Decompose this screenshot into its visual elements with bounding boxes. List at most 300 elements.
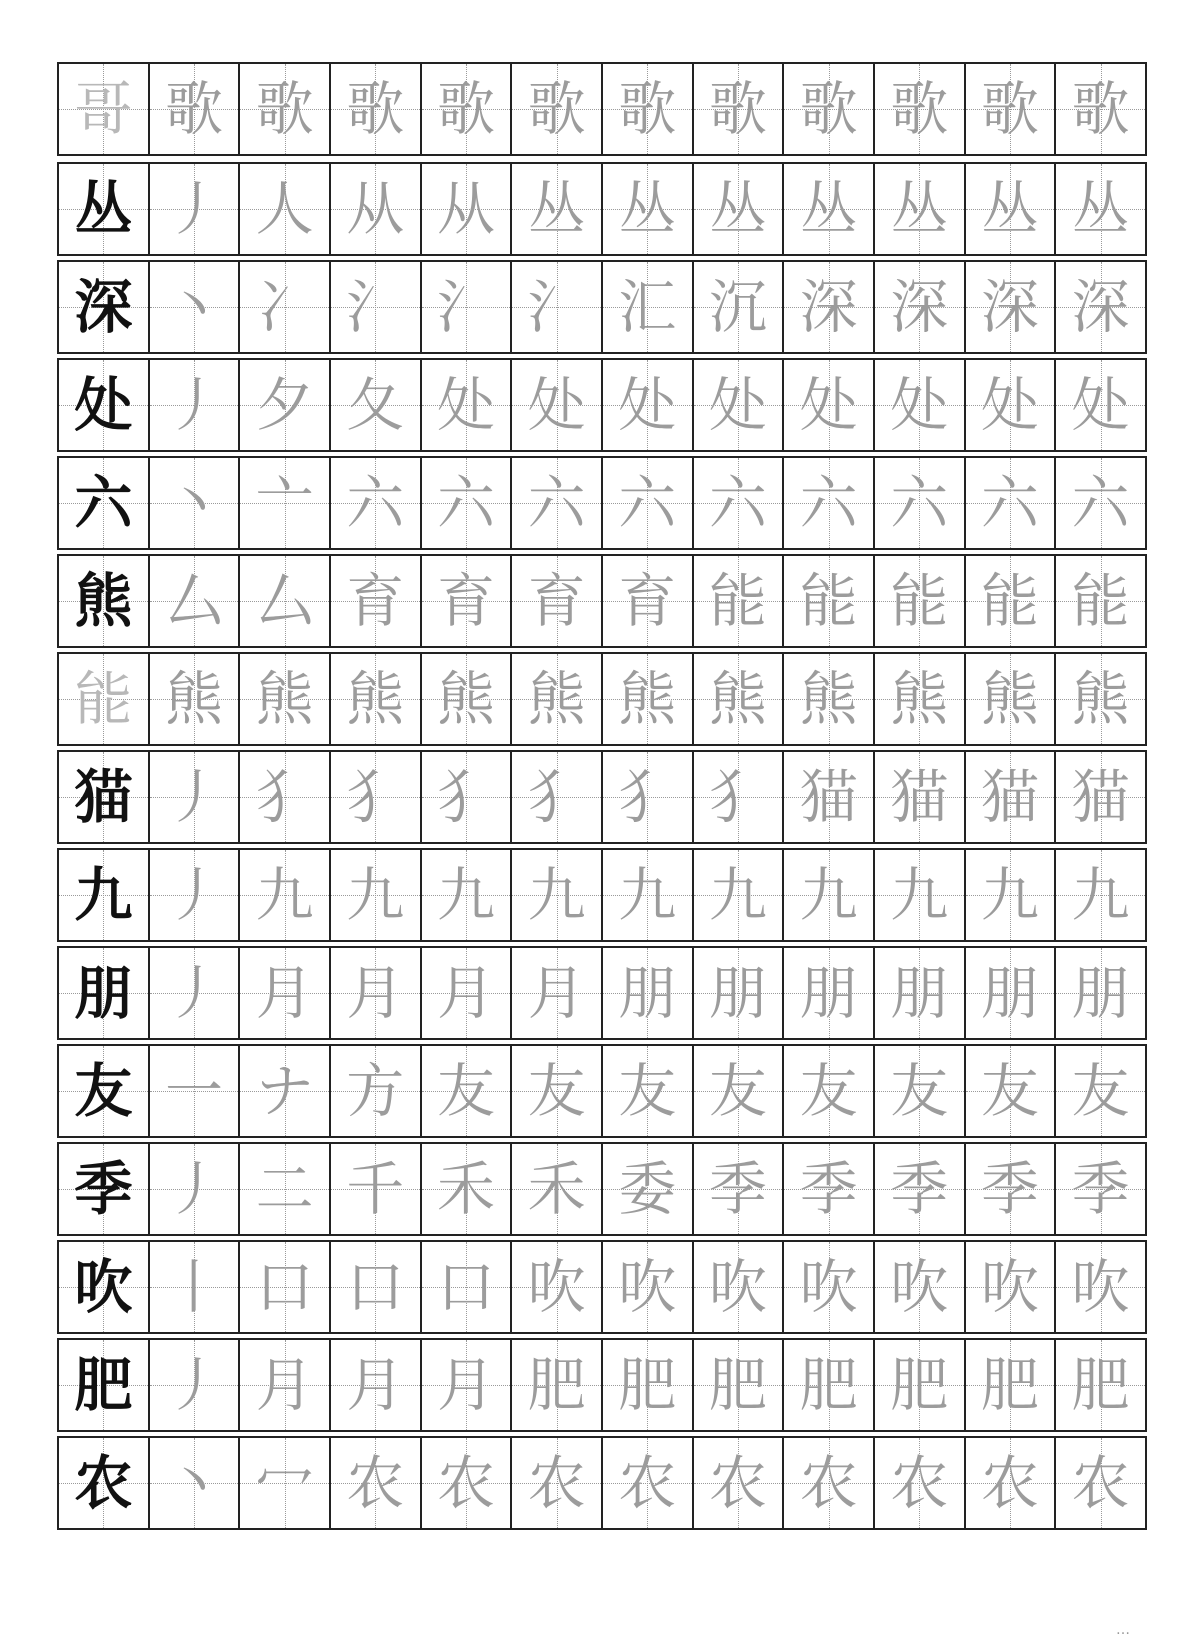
trace-character: 处 (527, 371, 586, 439)
trace-character: 丶 (164, 1449, 223, 1517)
practice-row (57, 946, 1147, 1040)
trace-cell (59, 64, 150, 154)
trace-cell (240, 64, 331, 154)
trace-cell (240, 1340, 331, 1430)
trace-cell (150, 1340, 241, 1430)
trace-character: 六 (527, 469, 586, 537)
trace-cell (784, 556, 875, 646)
trace-character: 氵 (346, 273, 405, 341)
trace-character: 丛 (708, 175, 767, 243)
trace-cell (603, 752, 694, 842)
trace-cell (966, 1242, 1057, 1332)
trace-character: 丶 (164, 469, 223, 537)
trace-character: 熊 (618, 665, 677, 733)
trace-character: 熊 (890, 665, 949, 733)
trace-character: 歌 (164, 75, 223, 143)
trace-cell (422, 1046, 513, 1136)
trace-cell (694, 164, 785, 254)
trace-character: 六 (799, 469, 858, 537)
trace-cell (512, 1438, 603, 1528)
model-cell (59, 164, 150, 254)
trace-cell (875, 458, 966, 548)
trace-character: 歌 (255, 75, 314, 143)
trace-character: 二 (255, 1155, 314, 1223)
model-cell (59, 262, 150, 352)
trace-cell (331, 458, 422, 548)
trace-character: 丶 (164, 273, 223, 341)
trace-cell (875, 262, 966, 352)
trace-character: 朋 (799, 959, 858, 1027)
trace-character: 农 (346, 1449, 405, 1517)
trace-cell (784, 1144, 875, 1234)
trace-cell (240, 360, 331, 450)
trace-character: 朋 (618, 959, 677, 1027)
trace-cell (240, 654, 331, 744)
trace-cell (512, 458, 603, 548)
trace-character: 九 (799, 861, 858, 929)
trace-cell (784, 752, 875, 842)
trace-cell (694, 1438, 785, 1528)
trace-cell (694, 64, 785, 154)
trace-character: 氵 (436, 273, 495, 341)
trace-character: 季 (708, 1155, 767, 1223)
trace-character: 吹 (527, 1253, 586, 1321)
trace-character: 处 (890, 371, 949, 439)
trace-character: 丿 (164, 959, 223, 1027)
trace-character: 人 (255, 175, 314, 243)
trace-character: 亠 (255, 469, 314, 537)
trace-cell (966, 164, 1057, 254)
trace-cell (150, 1046, 241, 1136)
trace-character: 六 (436, 469, 495, 537)
trace-character: 季 (980, 1155, 1039, 1223)
trace-character: 能 (74, 665, 133, 733)
trace-character: 能 (799, 567, 858, 635)
trace-cell (784, 64, 875, 154)
trace-cell (603, 360, 694, 450)
trace-character: 歌 (618, 75, 677, 143)
trace-character: 育 (346, 567, 405, 635)
trace-character: 季 (1071, 1155, 1130, 1223)
trace-character: 熊 (164, 665, 223, 733)
trace-character: 处 (980, 371, 1039, 439)
trace-cell (422, 654, 513, 744)
model-character: 熊 (74, 567, 133, 635)
trace-character: 朋 (708, 959, 767, 1027)
trace-cell (331, 850, 422, 940)
model-cell (59, 458, 150, 548)
trace-cell (331, 1144, 422, 1234)
model-cell (59, 1438, 150, 1528)
trace-cell (150, 654, 241, 744)
trace-cell (1056, 64, 1147, 154)
trace-cell (875, 1144, 966, 1234)
trace-cell (603, 458, 694, 548)
trace-cell (603, 1438, 694, 1528)
trace-cell (875, 164, 966, 254)
practice-row (57, 554, 1147, 648)
trace-character: 丿 (164, 861, 223, 929)
trace-character: 处 (708, 371, 767, 439)
trace-character: 犭 (346, 763, 405, 831)
trace-character: 丛 (980, 175, 1039, 243)
trace-character: 季 (799, 1155, 858, 1223)
trace-character: 深 (799, 273, 858, 341)
trace-character: 方 (346, 1057, 405, 1125)
trace-cell (1056, 458, 1147, 548)
trace-character: 丿 (164, 175, 223, 243)
trace-character: 朋 (1071, 959, 1130, 1027)
trace-cell (240, 458, 331, 548)
model-cell (59, 752, 150, 842)
trace-cell (512, 1046, 603, 1136)
practice-row (57, 750, 1147, 844)
trace-cell (331, 752, 422, 842)
trace-cell (512, 948, 603, 1038)
trace-cell (150, 458, 241, 548)
trace-character: 六 (618, 469, 677, 537)
trace-character: 熊 (708, 665, 767, 733)
trace-character: 汇 (618, 273, 677, 341)
practice-row (57, 1338, 1147, 1432)
trace-character: 熊 (799, 665, 858, 733)
trace-cell (603, 262, 694, 352)
trace-character: ナ (255, 1057, 314, 1125)
trace-cell (512, 850, 603, 940)
trace-character: 歌 (346, 75, 405, 143)
trace-cell (694, 360, 785, 450)
trace-character: 农 (1071, 1449, 1130, 1517)
trace-cell (966, 556, 1057, 646)
model-character: 猫 (74, 763, 133, 831)
trace-character: 六 (1071, 469, 1130, 537)
trace-character: 氵 (527, 273, 586, 341)
trace-cell (331, 654, 422, 744)
trace-character: 丛 (1071, 175, 1130, 243)
trace-character: 厶 (255, 567, 314, 635)
trace-cell (1056, 360, 1147, 450)
trace-cell (875, 1046, 966, 1136)
model-character: 六 (74, 469, 133, 537)
trace-character: 深 (1071, 273, 1130, 341)
trace-cell (331, 164, 422, 254)
trace-character: 月 (346, 959, 405, 1027)
trace-character: 友 (799, 1057, 858, 1125)
trace-character: 熊 (255, 665, 314, 733)
trace-cell (1056, 752, 1147, 842)
trace-cell (875, 752, 966, 842)
trace-cell (331, 556, 422, 646)
trace-character: 猫 (799, 763, 858, 831)
trace-character: 从 (346, 175, 405, 243)
trace-character: 育 (527, 567, 586, 635)
model-cell (59, 360, 150, 450)
trace-character: 从 (436, 175, 495, 243)
trace-character: 农 (980, 1449, 1039, 1517)
trace-cell (240, 1144, 331, 1234)
trace-character: 歌 (436, 75, 495, 143)
trace-cell (784, 1046, 875, 1136)
trace-character: 朋 (980, 959, 1039, 1027)
trace-character: 吹 (708, 1253, 767, 1321)
trace-cell (331, 64, 422, 154)
trace-cell (240, 262, 331, 352)
trace-cell (331, 1046, 422, 1136)
trace-cell (966, 752, 1057, 842)
trace-cell (966, 1438, 1057, 1528)
practice-row (57, 1142, 1147, 1236)
trace-character: 育 (436, 567, 495, 635)
trace-character: 友 (708, 1057, 767, 1125)
model-cell (59, 850, 150, 940)
trace-character: 月 (255, 1351, 314, 1419)
trace-character: 口 (346, 1253, 405, 1321)
trace-cell (422, 948, 513, 1038)
trace-character: 歌 (980, 75, 1039, 143)
trace-character: 冖 (255, 1449, 314, 1517)
trace-cell (966, 458, 1057, 548)
trace-cell (784, 1438, 875, 1528)
model-character: 农 (74, 1449, 133, 1517)
trace-character: 朋 (890, 959, 949, 1027)
trace-cell (422, 360, 513, 450)
model-cell (59, 1144, 150, 1234)
trace-character: 处 (799, 371, 858, 439)
trace-character: 肥 (527, 1351, 586, 1419)
trace-character: 吹 (618, 1253, 677, 1321)
model-character: 朋 (74, 959, 133, 1027)
trace-cell (694, 1144, 785, 1234)
trace-character: 歌 (1071, 75, 1130, 143)
trace-cell (966, 654, 1057, 744)
trace-character: 口 (255, 1253, 314, 1321)
trace-character: 熊 (980, 665, 1039, 733)
trace-character: 九 (980, 861, 1039, 929)
trace-cell (603, 850, 694, 940)
trace-cell (331, 948, 422, 1038)
trace-cell (512, 1144, 603, 1234)
trace-cell (875, 360, 966, 450)
trace-cell (875, 64, 966, 154)
trace-cell (422, 1340, 513, 1430)
model-cell (59, 948, 150, 1038)
trace-character: 九 (255, 861, 314, 929)
trace-cell (784, 360, 875, 450)
practice-row (57, 260, 1147, 354)
model-cell (59, 1046, 150, 1136)
trace-cell (331, 262, 422, 352)
trace-character: 丿 (164, 763, 223, 831)
practice-row (57, 848, 1147, 942)
trace-character: 友 (890, 1057, 949, 1125)
trace-character: 歌 (890, 75, 949, 143)
trace-character: 丛 (527, 175, 586, 243)
trace-cell (1056, 654, 1147, 744)
trace-character: 犭 (436, 763, 495, 831)
trace-character: 丿 (164, 371, 223, 439)
trace-cell (150, 850, 241, 940)
trace-cell (422, 556, 513, 646)
trace-character: 友 (1071, 1057, 1130, 1125)
trace-character: 肥 (980, 1351, 1039, 1419)
trace-cell (150, 752, 241, 842)
trace-character: 肥 (618, 1351, 677, 1419)
trace-character: 犭 (708, 763, 767, 831)
trace-character: 肥 (799, 1351, 858, 1419)
trace-character: 熊 (436, 665, 495, 733)
trace-character: 吹 (1071, 1253, 1130, 1321)
practice-row (57, 162, 1147, 256)
trace-character: 犭 (255, 763, 314, 831)
model-character: 吹 (74, 1253, 133, 1321)
trace-character: 熊 (1071, 665, 1130, 733)
trace-character: 犭 (618, 763, 677, 831)
trace-character: 夕 (255, 371, 314, 439)
trace-cell (422, 1438, 513, 1528)
trace-cell (331, 1340, 422, 1430)
trace-character: 六 (890, 469, 949, 537)
model-cell (59, 556, 150, 646)
trace-cell (784, 1242, 875, 1332)
trace-character: 厶 (164, 567, 223, 635)
trace-cell (422, 64, 513, 154)
footer-mark: … (1116, 1622, 1130, 1638)
trace-character: 友 (436, 1057, 495, 1125)
trace-character: 能 (708, 567, 767, 635)
trace-character: 九 (1071, 861, 1130, 929)
trace-cell (966, 64, 1057, 154)
trace-cell (331, 1242, 422, 1332)
trace-character: 丿 (164, 1155, 223, 1223)
trace-cell (603, 948, 694, 1038)
trace-cell (875, 948, 966, 1038)
model-character: 季 (74, 1155, 133, 1223)
trace-cell (512, 262, 603, 352)
model-character: 友 (74, 1057, 133, 1125)
trace-character: 农 (890, 1449, 949, 1517)
trace-cell (422, 164, 513, 254)
trace-character: 友 (527, 1057, 586, 1125)
trace-character: 一 (164, 1057, 223, 1125)
trace-cell (331, 360, 422, 450)
trace-character: 丿 (164, 1351, 223, 1419)
practice-row (57, 456, 1147, 550)
trace-character: 处 (618, 371, 677, 439)
trace-cell (694, 1242, 785, 1332)
trace-cell (966, 360, 1057, 450)
trace-character: 九 (436, 861, 495, 929)
trace-cell (1056, 262, 1147, 352)
trace-cell (694, 1340, 785, 1430)
trace-character: 六 (708, 469, 767, 537)
trace-cell (603, 556, 694, 646)
model-character: 肥 (74, 1351, 133, 1419)
trace-character: 深 (980, 273, 1039, 341)
trace-cell (1056, 1340, 1147, 1430)
trace-cell (784, 1340, 875, 1430)
practice-row (57, 1240, 1147, 1334)
trace-character: 吹 (799, 1253, 858, 1321)
practice-row (57, 1044, 1147, 1138)
trace-character: 能 (890, 567, 949, 635)
trace-cell (966, 1046, 1057, 1136)
trace-cell (1056, 164, 1147, 254)
trace-cell (150, 360, 241, 450)
trace-character: 月 (527, 959, 586, 1027)
trace-character: 千 (346, 1155, 405, 1223)
practice-row (57, 358, 1147, 452)
trace-cell (784, 458, 875, 548)
trace-cell (240, 556, 331, 646)
trace-character: 禾 (527, 1155, 586, 1223)
trace-cell (422, 850, 513, 940)
trace-character: 九 (618, 861, 677, 929)
model-cell (59, 1242, 150, 1332)
trace-character: 农 (527, 1449, 586, 1517)
trace-character: 丛 (799, 175, 858, 243)
trace-character: 九 (890, 861, 949, 929)
trace-cell (422, 1242, 513, 1332)
trace-cell (603, 1340, 694, 1430)
trace-cell (1056, 948, 1147, 1038)
trace-cell (694, 1046, 785, 1136)
trace-cell (422, 1144, 513, 1234)
trace-cell (150, 1438, 241, 1528)
trace-cell (966, 948, 1057, 1038)
trace-cell (603, 64, 694, 154)
trace-character: 歌 (708, 75, 767, 143)
trace-character: 六 (980, 469, 1039, 537)
trace-cell (694, 654, 785, 744)
trace-character: 委 (618, 1155, 677, 1223)
trace-character: 夂 (346, 371, 405, 439)
trace-character: 熊 (346, 665, 405, 733)
trace-cell (603, 654, 694, 744)
trace-character: 月 (255, 959, 314, 1027)
trace-character: 处 (1071, 371, 1130, 439)
trace-character: 哥 (74, 75, 133, 143)
trace-character: 口 (436, 1253, 495, 1321)
trace-cell (512, 64, 603, 154)
trace-character: 丛 (618, 175, 677, 243)
trace-cell (784, 850, 875, 940)
trace-character: 六 (346, 469, 405, 537)
trace-character: 月 (436, 1351, 495, 1419)
trace-character: 肥 (708, 1351, 767, 1419)
trace-character: 农 (708, 1449, 767, 1517)
trace-character: 丛 (890, 175, 949, 243)
trace-cell (1056, 850, 1147, 940)
model-cell (59, 1340, 150, 1430)
trace-cell (966, 1144, 1057, 1234)
model-character: 九 (74, 861, 133, 929)
trace-character: 九 (527, 861, 586, 929)
trace-cell (1056, 1242, 1147, 1332)
trace-character: 吹 (890, 1253, 949, 1321)
trace-character: 肥 (1071, 1351, 1130, 1419)
trace-cell (240, 1046, 331, 1136)
trace-cell (875, 1438, 966, 1528)
trace-character: 冫 (255, 273, 314, 341)
trace-cell (784, 164, 875, 254)
trace-cell (784, 262, 875, 352)
trace-character: 歌 (527, 75, 586, 143)
trace-cell (150, 64, 241, 154)
trace-cell (59, 654, 150, 744)
trace-cell (512, 1340, 603, 1430)
trace-character: 九 (346, 861, 405, 929)
trace-character: 肥 (890, 1351, 949, 1419)
